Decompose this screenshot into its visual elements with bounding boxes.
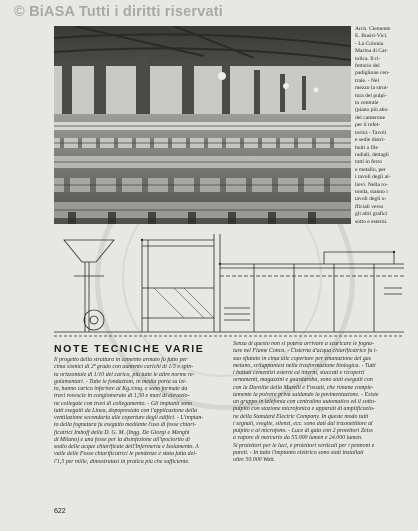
caption-line: fficiali verso [355, 203, 384, 210]
text-line: Il progetto della struttura in cemento armato fu fatto per [54, 357, 188, 363]
text-line: tutti eseguiti da Linea, dopoprestato con l'applicazione della [54, 407, 198, 414]
caption-line: - La Colonia [355, 40, 384, 47]
text-line: golamentari. - Tutte le fondazioni, in media porta su let- [54, 378, 187, 385]
text-column-left [54, 357, 224, 466]
copyright-watermark: © BiASA Tutti i diritti riservati [14, 4, 224, 20]
caption-line: tutti in ferro [355, 159, 383, 166]
text-line: ta orizzontale di 1/10 del carico, più tutte le altre norme re- [54, 371, 195, 378]
refectory-photo-image [54, 26, 351, 224]
caption-line: del camerone [355, 114, 385, 121]
text-line: cima sismici di 2ª grado con aumento carichi di 1/3 e spin- [54, 364, 194, 371]
caption-line: torio) - Tavoli [355, 129, 387, 136]
text-line: ne collegate con travi di collegamento. - Gli impianti sono [54, 400, 193, 407]
text-line: ne della Standard Electric Company. In queste modo tutti [233, 413, 369, 420]
caption-line: e sedie distri- [355, 137, 386, 144]
caption-line: padiglione cen- [355, 70, 390, 77]
section-heading: NOTE TECNICHE VARIE [54, 343, 205, 355]
caption-line: gli altri grafici [355, 211, 388, 218]
text-line: tamente la polvere priva saldando la pavimentazione. - Esiste [233, 391, 379, 398]
refectory-photograph [54, 26, 351, 224]
text-line: a vapore di mercurio da 55.000 lumen e 24.000 lumen. [233, 435, 363, 442]
text-line: ficatrici Imhoff della D. G. M. (Ingg. De Giorgi e Menghi [54, 429, 190, 436]
text-line: to, hanno carico inferiore al Kg./cmq. e sono formate da [54, 386, 188, 392]
caption-line: tonda, stanno i [355, 188, 388, 195]
photo-caption [355, 26, 403, 226]
text-line: suo sfiatato in cima alle coperture per emanazione del gas [233, 355, 372, 362]
text-line: un gruppo in telefonia con centralino automatico ed il sotto- [233, 399, 376, 405]
page-number: 622 [54, 508, 66, 515]
text-line: oltre 50.000 Watt. [233, 457, 276, 463]
caption-line: lievi. Nella ro- [355, 181, 388, 188]
caption-line: trale. - Nel [355, 77, 380, 84]
text-line: pareti. - In tutto l'impianto elettrico sono stati installati [233, 449, 364, 456]
caption-line: radiali, dettagli [355, 151, 389, 158]
text-line: ventilazione secondaria alle coperture degli edifici. - L'impian- [54, 415, 204, 421]
caption-line: e metallo, per [355, 166, 386, 173]
text-line: con la Durolite della Murelli e Fossati, che rimane comple- [233, 384, 374, 391]
caption-line: E. Busiri-Vici. [355, 33, 388, 40]
caption-line: mezzo la strut- [355, 85, 389, 92]
text-line: travi rovescie in conglomerato di 1,50 e muri di elevazio- [54, 393, 190, 400]
text-line: ture nel Fiume Conca. - Cisterna d'acqua chiarificatrice fu i- [233, 348, 378, 355]
caption-line: Marina di Cat- [355, 48, 388, 55]
text-line: pulpito e al microfono. - Luce di gala con 2 proiettori Zeiss [233, 428, 373, 434]
caption-line: tolica. Il ri- [355, 55, 381, 62]
text-line: Senza di questo non si poteva arrivare a scaricare le fogna- [233, 341, 374, 347]
caption-line: per il refet- [355, 122, 381, 129]
text-line: sodio delle acque chiarificate dell'Infermeria e Isolamento. A [54, 444, 199, 450]
text-line: di Milano) e una fosse per la disinfezione all'ipoclorito di [54, 436, 190, 443]
text-line: pulpito con stazione microfonica e apparati di amplificazio- [233, 406, 375, 413]
text-line: i segnali, sveglie, silenzi, ecc. sono dati dal trasmettitore al [233, 420, 373, 427]
caption-line: to centrale [355, 100, 379, 107]
caption-line: i tavoli degli al- [355, 174, 391, 181]
text-line: valle delle Fosse chiarificatrici le pendenze è stata fatta del- [54, 451, 197, 458]
technical-section-drawing [54, 228, 404, 340]
text-line: to della fognatura fu eseguito mediante l'uso di fosse chiari- [54, 422, 197, 429]
caption-line: tura del pulpi- [355, 92, 387, 99]
caption-line: buiti a file [355, 144, 378, 151]
section-drawing-image [54, 228, 404, 340]
text-line: ornamenti, magazzini e guardaroba, sono stati eseguiti con [233, 377, 373, 384]
text-line: metano, sviluppantesi nella trasformazione biologica. - Tutti [233, 362, 376, 369]
caption-line: fettorio del [355, 63, 380, 70]
caption-line: (piano più alto [355, 107, 388, 114]
text-column-right [233, 341, 406, 464]
text-line: l'1,5 per mille, dimostratasi in pratica più che sufficiente. [54, 458, 190, 465]
text-line: i battuti cementizi esterni ed interni, stuccati e ricoperti [233, 370, 365, 376]
caption-line: Arch. Clemente [355, 26, 391, 32]
caption-line: sotto e esterni. [355, 218, 388, 225]
text-line: Si proiettori per le luci, è proiettori verticali per i pennoni e [233, 442, 375, 449]
caption-line: tavoli degli u- [355, 196, 387, 203]
